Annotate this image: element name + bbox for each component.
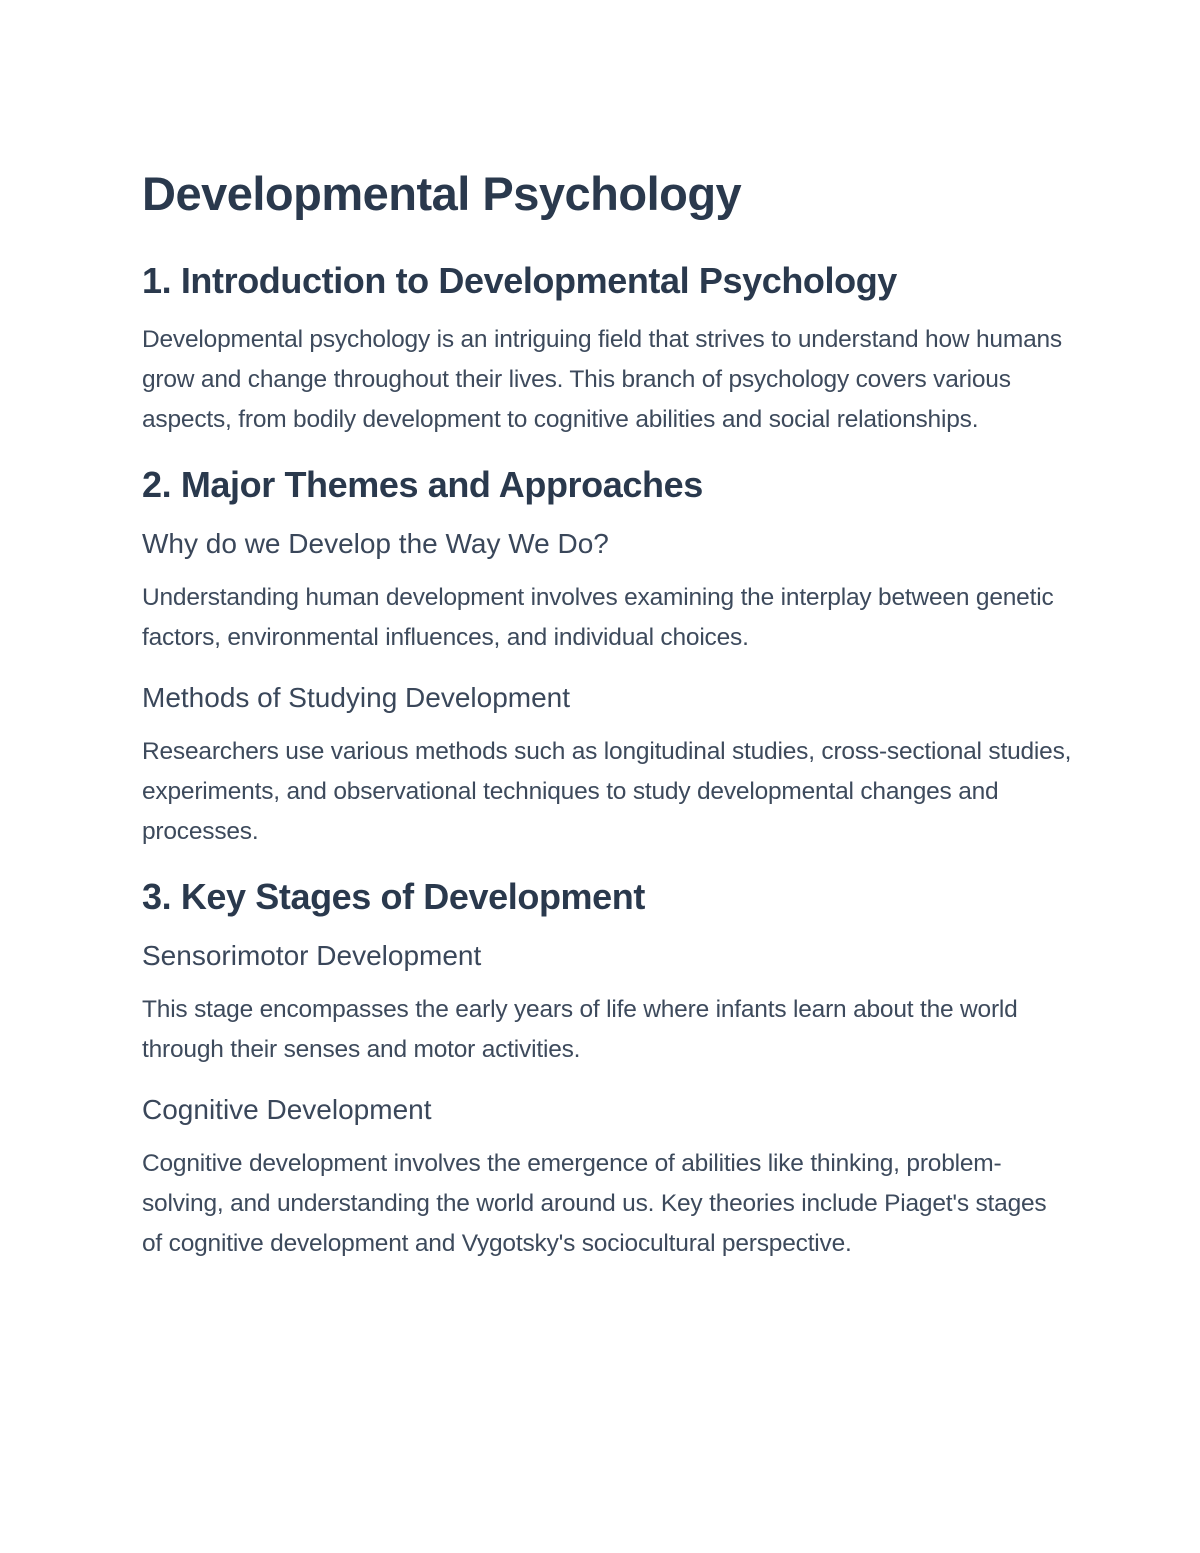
subsection-heading-why-develop: Why do we Develop the Way We Do? [142,528,609,559]
section-heading-key-stages: 3. Key Stages of Development [142,876,645,917]
subsection-heading-cognitive: Cognitive Development [142,1094,432,1125]
section-heading-introduction: 1. Introduction to Developmental Psychology [142,260,897,301]
subsection-paragraph-sensorimotor: This stage encompasses the early years of life where infants learn about the world through their senses and motor activities. [142,996,1018,1063]
subsection-paragraph-why-develop: Understanding human development involves examining the interplay between genetic factors, environmental influences, and individual choices. [142,584,1054,651]
document-page [142,162,1072,1284]
section-paragraph-introduction: Developmental psychology is an intriguing field that strives to understand how humans grow and change throughout their lives. This branch of psychology covers various aspects, from bodily development to cognitive abilities and social relationships. [142,326,1062,433]
section-heading-major-themes: 2. Major Themes and Approaches [142,464,703,505]
subsection-paragraph-cognitive: Cognitive development involves the emergence of abilities like thinking, problem-solving, and understanding the world around us. Key theories include Piaget's stages of cognitive development and Vygotsky's sociocultural perspective. [142,1150,1047,1257]
subsection-paragraph-methods: Researchers use various methods such as longitudinal studies, cross-sectional studies, experiments, and observational techniques to study developmental changes and processes. [142,738,1072,845]
document-title: Developmental Psychology [142,167,742,220]
subsection-heading-methods: Methods of Studying Development [142,682,571,713]
subsection-heading-sensorimotor: Sensorimotor Development [142,940,482,971]
